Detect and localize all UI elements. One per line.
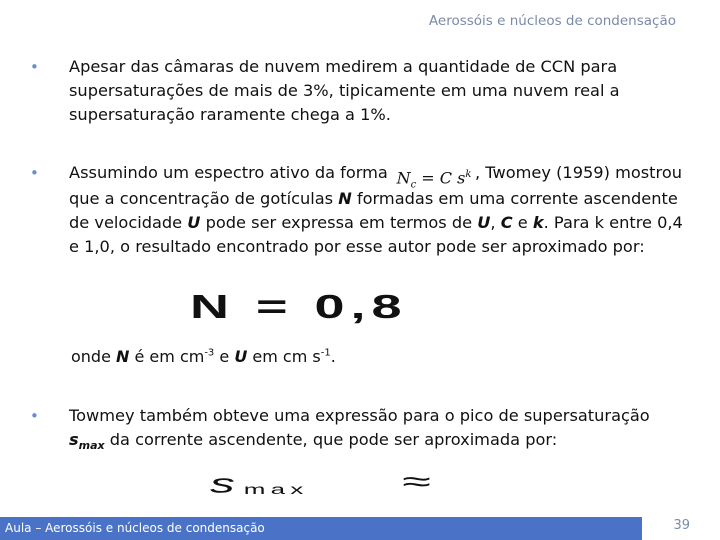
text-segment: em cm s [247, 347, 321, 366]
subscript-max: max [78, 439, 105, 453]
formula-sup-k: k [465, 168, 472, 180]
page-number: 39 [673, 518, 690, 533]
units-note [71, 347, 336, 366]
var-s: s [69, 430, 79, 449]
droplet-concentration-equation [190, 286, 530, 328]
bullet-dot-icon: • [30, 58, 39, 76]
var-u: U [477, 212, 491, 232]
equation-graphic [190, 286, 530, 328]
footer-bar [0, 517, 642, 540]
text-segment: , Twomey (1959) mostrou que a concentração de gotículas [69, 163, 682, 208]
approx-sign: ≈ [402, 466, 431, 498]
equation-graphic [210, 466, 530, 502]
smax-sub: max [243, 481, 309, 498]
bullet-text [69, 161, 690, 259]
bullet-text: Apesar das câmaras de nuvem medirem a quantidade de CCN para supersaturações de mais de 3%, tipicamente em uma nuvem real a supersaturação raramente chega a 1%. [69, 57, 620, 124]
smax-s: s [210, 469, 235, 499]
text-segment: Towmey também obteve uma expressão para o pico de supersaturação [69, 406, 650, 425]
text-segment: onde [71, 347, 117, 366]
var-u: U [187, 212, 201, 232]
text-segment: pode ser expressa em termos de [200, 212, 478, 232]
exponent: -3 [204, 347, 215, 359]
text-segment: e [512, 212, 533, 232]
formula-n: N [396, 168, 411, 187]
text-segment: . Para k entre 0,4 e 1,0, o resultado encontrado por esse autor pode ser aproximado por: [69, 212, 683, 256]
var-u: U [234, 347, 248, 366]
slide-header-title: Aerossóis e núcleos de condensação [428, 13, 676, 29]
text-segment: formadas em uma corrente ascendente de velocidade [69, 188, 678, 232]
bullet-dot-icon: • [30, 164, 39, 182]
bullet-twomey-spectrum [30, 161, 690, 259]
text-segment: da corrente ascendente, que pode ser aproximada por: [104, 430, 558, 449]
var-n: N [338, 188, 352, 208]
text-segment: Assumindo um espectro ativo da forma [69, 163, 388, 182]
text-segment: . [330, 347, 336, 366]
equation-text: N = 0,8 [190, 287, 408, 326]
bullet-ccn-supersaturation [30, 55, 690, 127]
smax-equation [210, 466, 530, 502]
text-segment: e [214, 347, 235, 366]
var-c: C [500, 212, 513, 232]
var-k: k [532, 212, 544, 232]
formula-rhs: = C s [416, 168, 466, 187]
text-segment: é em cm [129, 347, 205, 366]
bullet-dot-icon: • [30, 407, 39, 425]
var-n: N [116, 347, 130, 366]
footer-label: Aula – Aerossóis e núcleos de condensação [5, 521, 265, 535]
exponent: -1 [320, 347, 331, 359]
bullet-text [69, 404, 690, 458]
bullet-smax [30, 404, 690, 458]
text-segment: , [490, 212, 501, 232]
spectrum-formula [393, 163, 475, 191]
formula-sub-c: c [410, 179, 417, 191]
